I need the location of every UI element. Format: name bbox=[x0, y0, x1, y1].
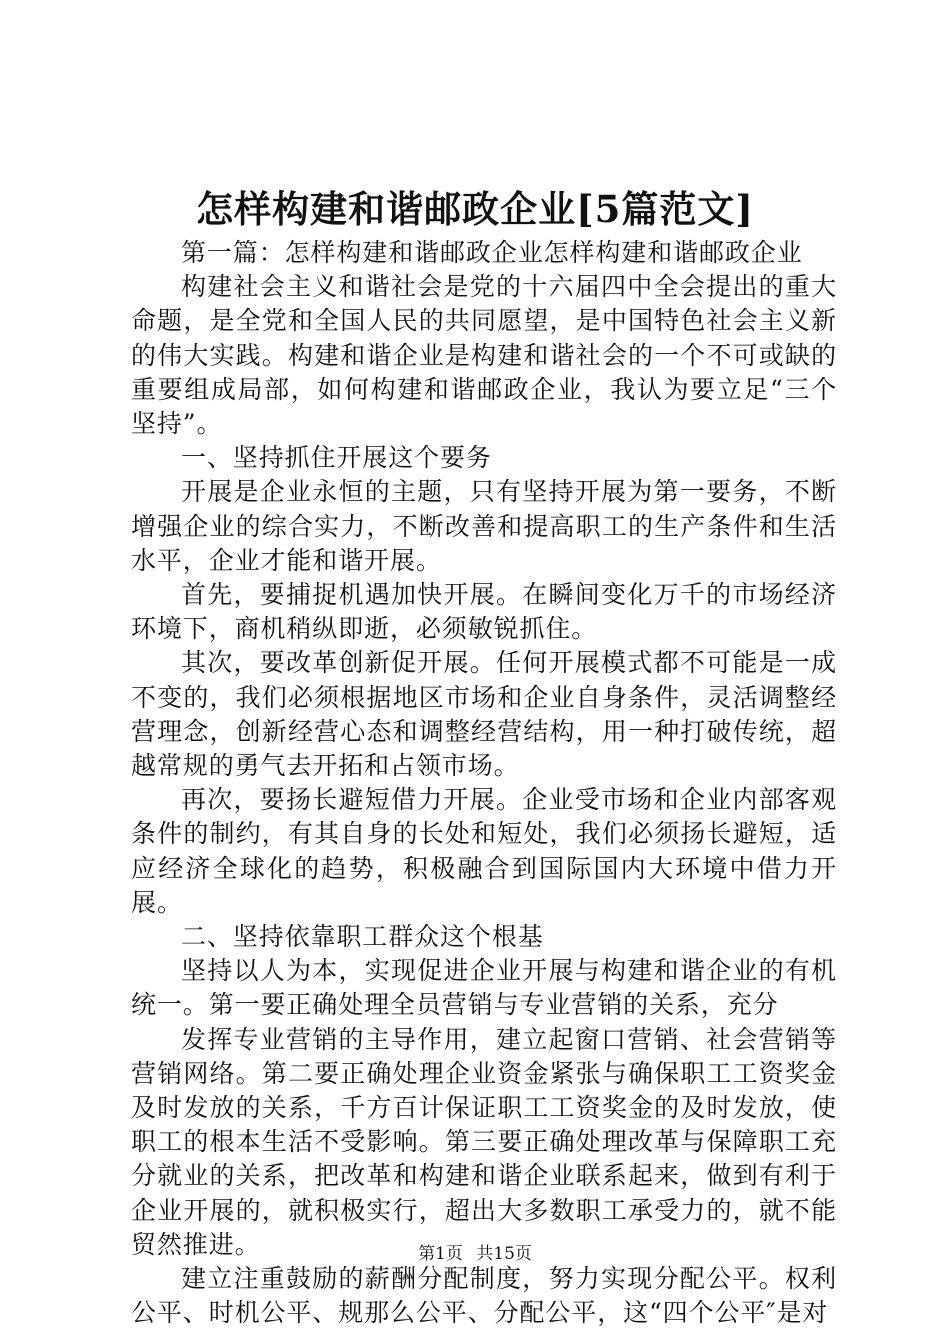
page-total: 共15页 bbox=[476, 1244, 532, 1264]
paragraph: 坚持以人为本，实现促进企业开展与构建和谐企业的有机统一。第一要正确处理全员营销与专业营销的关系，充分 bbox=[131, 956, 837, 1020]
paragraph: 构建社会主义和谐社会是党的十六届四中全会提出的重大命题，是全党和全国人民的共同愿望，是中国特色社会主义新的伟大实践。构建和谐企业是构建和谐社会的一个不可或缺的重要组成局部，如何构建和谐邮政企业，我认为要立足“三个坚持”。 bbox=[131, 272, 837, 439]
paragraph: 开展是企业永恒的主题，只有坚持开展为第一要务，不断增强企业的综合实力，不断改善和提高职工的生产条件和生活水平，企业才能和谐开展。 bbox=[131, 477, 837, 575]
document-title: 怎样构建和谐邮政企业[5篇范文] bbox=[196, 187, 754, 231]
paragraph: 其次，要改革创新促开展。任何开展模式都不可能是一成不变的，我们必须根据地区市场和企业自身条件，灵活调整经营理念，创新经营心态和调整经营结构，用一种打破传统，超越常规的勇气去开拓和占领市场。 bbox=[131, 648, 837, 781]
paragraph: 首先，要捕捉机遇加快开展。在瞬间变化万千的市场经济环境下，商机稍纵即逝，必须敏锐抓住。 bbox=[131, 580, 837, 644]
section-heading-1: 一、坚持抓住开展这个要务 bbox=[181, 443, 492, 473]
paragraph: 建立注重鼓励的薪酬分配制度，努力实现分配公平。权利公平、时机公平、规那么公平、分配公平，这“四个公平″是对 bbox=[131, 1264, 837, 1328]
page-footer bbox=[0, 1242, 950, 1266]
page-number: 第1页 bbox=[418, 1244, 463, 1264]
paragraph: 再次，要扬长避短借力开展。企业受市场和企业内部客观条件的制约，有其自身的长处和短处，我们必须扬长避短，适应经济全球化的趋势，积极融合到国际国内大环境中借力开展。 bbox=[131, 785, 837, 917]
document-body bbox=[131, 236, 837, 1331]
paragraph-heading-1: 第一篇：怎样构建和谐邮政企业怎样构建和谐邮政企业 bbox=[181, 238, 803, 267]
section-heading-2: 二、坚持依靠职工群众这个根基 bbox=[181, 922, 544, 952]
paragraph: 发挥专业营销的主导作用，建立起窗口营销、社会营销等营销网络。第二要正确处理企业资金紧张与确保职工工资奖金及时发放的关系，千方百计保证职工工资奖金的及时发放，使职工的根本生活不受影响。第三要正确处理改革与保障职工充分就业的关系，把改革和构建和谐企业联系起来，做到有利于企业开展的，就积极实行，超出大多数职工承受力的，就不能贸然推进。 bbox=[131, 1024, 837, 1259]
